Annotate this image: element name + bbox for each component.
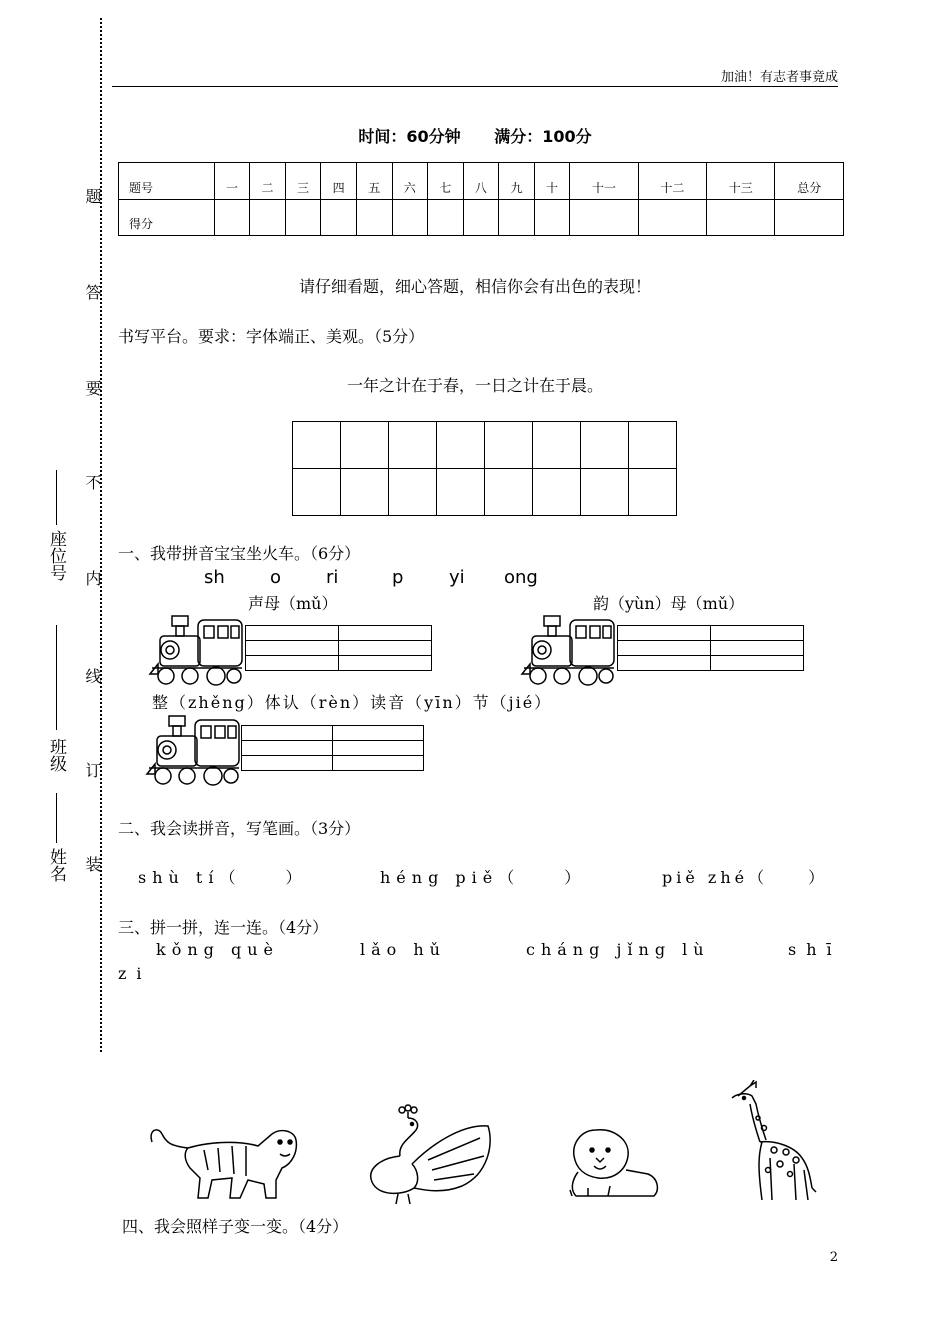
writing-heading: 书写平台。要求：字体端正、美观。（5分）: [118, 327, 425, 346]
q1-pinyin: p: [392, 567, 404, 588]
answer-cell[interactable]: [711, 641, 804, 656]
q1-pinyin: sh: [204, 567, 225, 588]
answer-cell[interactable]: [618, 626, 711, 641]
margin-char-3: 要: [83, 380, 102, 396]
page-number: 2: [829, 1250, 838, 1265]
margin-char-6: 线: [83, 668, 102, 684]
train-icon: [145, 712, 243, 788]
score-cell[interactable]: [285, 199, 321, 236]
answer-cell[interactable]: [339, 641, 432, 656]
answer-cell[interactable]: [618, 641, 711, 656]
score-col-5: 五: [356, 163, 392, 200]
writing-cell[interactable]: [629, 422, 677, 469]
q3-item-4-wrap: zi: [118, 964, 152, 983]
score-cell[interactable]: [570, 199, 638, 236]
writing-cell[interactable]: [629, 469, 677, 516]
answer-cell[interactable]: [339, 656, 432, 671]
answer-cell[interactable]: [246, 656, 339, 671]
q1-pinyin: o: [270, 567, 282, 588]
score-col-4: 四: [321, 163, 357, 200]
q1-yunmu-label: 韵（yùn）母（mǔ）: [593, 594, 745, 613]
q3-heading: 三、拼一拼，连一连。（4分）: [118, 918, 329, 937]
score-col-10: 十: [534, 163, 570, 200]
answer-cell[interactable]: [242, 741, 333, 756]
writing-sentence: 一年之计在于春，一日之计在于晨。: [346, 376, 603, 395]
q2-item-2: héng piě（ ）: [380, 868, 587, 887]
writing-cell[interactable]: [437, 422, 485, 469]
margin-char-4: 不: [83, 474, 102, 490]
score-cell[interactable]: [214, 199, 250, 236]
name-blank[interactable]: [56, 793, 57, 843]
score-table-header-row: [119, 163, 844, 200]
q1-pinyin: ri: [326, 567, 339, 588]
writing-cell[interactable]: [293, 422, 341, 469]
q1-zhengti-answer-box: [241, 725, 424, 771]
writing-cell[interactable]: [533, 469, 581, 516]
q1-heading: 一、我带拼音宝宝坐火车。（6分）: [118, 544, 361, 563]
answer-cell[interactable]: [242, 726, 333, 741]
writing-grid: [292, 421, 677, 516]
exam-info: [0, 124, 950, 147]
q2-heading: 二、我会读拼音，写笔画。（3分）: [118, 819, 361, 838]
score-col-11: 十一: [570, 163, 638, 200]
q3-item-2: lǎo hǔ: [360, 940, 446, 959]
margin-char-7: 订: [83, 762, 102, 778]
class-label: 班级: [46, 738, 66, 772]
answer-cell[interactable]: [333, 756, 424, 771]
seat-number-blank[interactable]: [56, 470, 57, 525]
score-col-9: 九: [499, 163, 535, 200]
seat-number-label: 座位号: [46, 530, 66, 581]
encouragement: 请仔细看题，细心答题，相信你会有出色的表现！: [298, 277, 651, 296]
writing-cell[interactable]: [389, 422, 437, 469]
answer-cell[interactable]: [246, 641, 339, 656]
score-table-score-row: [119, 199, 844, 236]
score-col-3: 三: [285, 163, 321, 200]
q3-item-4: shī: [788, 940, 842, 959]
giraffe-icon: [728, 1080, 820, 1204]
peacock-icon: [362, 1104, 494, 1206]
q1-yunmu-answer-box: [617, 625, 804, 671]
score-cell[interactable]: [321, 199, 357, 236]
writing-cell[interactable]: [341, 469, 389, 516]
score-col-8: 八: [463, 163, 499, 200]
header-motto: 加油！有志者事竟成: [720, 69, 838, 84]
writing-cell[interactable]: [581, 469, 629, 516]
score-cell[interactable]: [392, 199, 428, 236]
score-cell[interactable]: [707, 199, 775, 236]
score-cell[interactable]: [463, 199, 499, 236]
class-blank[interactable]: [56, 625, 57, 730]
q4-heading: 四、我会照样子变一变。（4分）: [122, 1217, 349, 1236]
score-col-total: 总分: [775, 163, 844, 200]
q1-shengmu-label: 声母（mǔ）: [248, 594, 338, 613]
score-cell[interactable]: [250, 199, 286, 236]
q2-item-1: shù tí（ ）: [138, 868, 308, 887]
answer-cell[interactable]: [333, 726, 424, 741]
score-cell[interactable]: [356, 199, 392, 236]
answer-cell[interactable]: [333, 741, 424, 756]
score-cell[interactable]: [534, 199, 570, 236]
answer-cell[interactable]: [618, 656, 711, 671]
writing-cell[interactable]: [485, 422, 533, 469]
q3-item-1: kǒng què: [156, 940, 279, 959]
margin-char-5: 内: [83, 570, 102, 586]
writing-cell[interactable]: [389, 469, 437, 516]
header-rule: [112, 86, 838, 87]
writing-cell[interactable]: [485, 469, 533, 516]
score-table: [118, 162, 844, 236]
q1-zhengti-label: 整（zhěng）体认（rèn）读音（yīn）节（jié）: [152, 693, 553, 712]
answer-cell[interactable]: [339, 626, 432, 641]
exam-time: 时间：60分钟: [358, 127, 461, 146]
score-col-12: 十二: [638, 163, 706, 200]
exam-full-score: 满分：100分: [494, 127, 592, 146]
answer-cell[interactable]: [711, 656, 804, 671]
writing-cell[interactable]: [437, 469, 485, 516]
score-cell[interactable]: [775, 199, 844, 236]
q3-item-3: cháng jǐng lù: [526, 940, 710, 959]
score-cell[interactable]: [428, 199, 464, 236]
writing-cell[interactable]: [533, 422, 581, 469]
train-icon: [520, 612, 618, 688]
tiger-icon: [148, 1120, 298, 1204]
answer-cell[interactable]: [711, 626, 804, 641]
answer-cell[interactable]: [242, 756, 333, 771]
writing-cell[interactable]: [341, 422, 389, 469]
score-col-7: 七: [428, 163, 464, 200]
q1-pinyin: ong: [504, 567, 538, 588]
q1-pinyin: yi: [449, 567, 465, 588]
score-cell[interactable]: [499, 199, 535, 236]
lion-icon: [568, 1124, 660, 1202]
answer-cell[interactable]: [246, 626, 339, 641]
writing-cell[interactable]: [581, 422, 629, 469]
score-col-1: 一: [214, 163, 250, 200]
score-table-row2-label: 得分: [119, 199, 215, 236]
margin-char-8: 装: [83, 856, 102, 872]
train-icon: [148, 612, 246, 688]
score-col-6: 六: [392, 163, 428, 200]
name-label: 姓名: [46, 848, 66, 882]
writing-cell[interactable]: [293, 469, 341, 516]
margin-char-1: 题: [83, 188, 102, 204]
margin-char-2: 答: [83, 284, 102, 300]
score-col-2: 二: [250, 163, 286, 200]
score-table-row1-label: 题号: [119, 163, 215, 200]
q2-item-3: piě zhé（ ）: [662, 868, 829, 887]
q1-shengmu-answer-box: [245, 625, 432, 671]
score-cell[interactable]: [638, 199, 706, 236]
score-col-13: 十三: [707, 163, 775, 200]
binding-dotted-line: [100, 18, 102, 1052]
